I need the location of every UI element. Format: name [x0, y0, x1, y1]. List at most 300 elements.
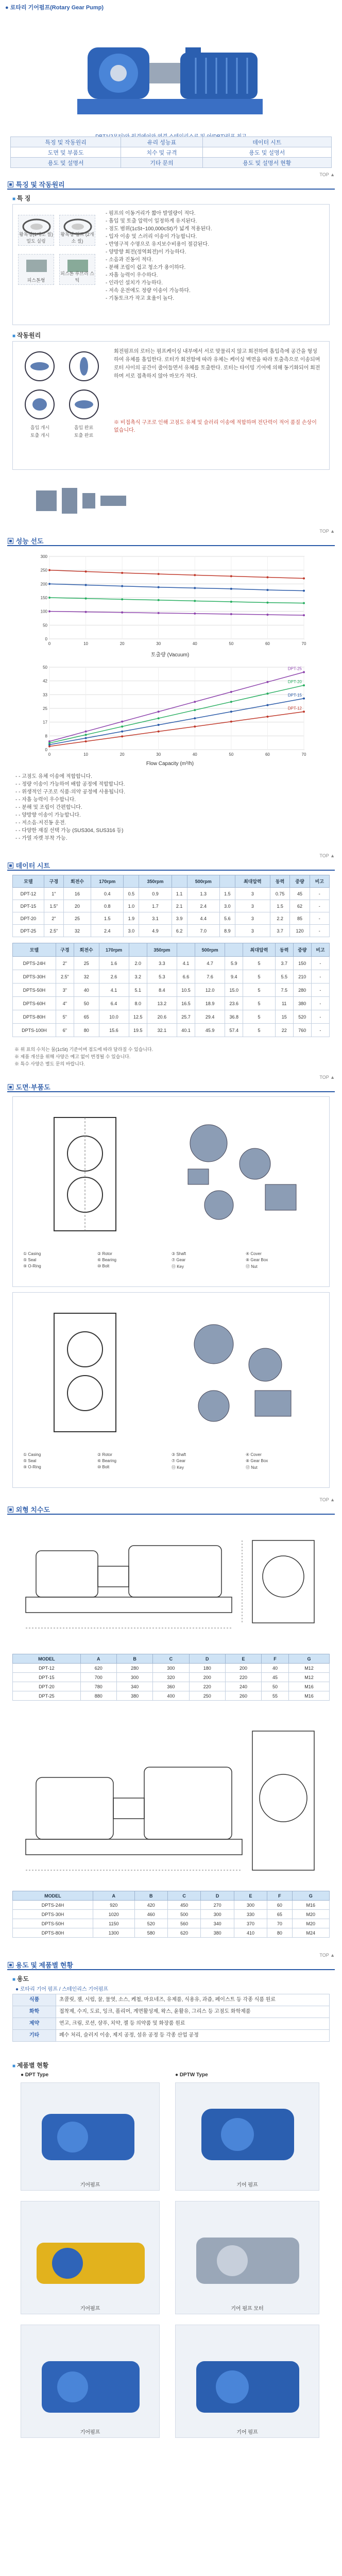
stage-label: 흡입 완료	[74, 425, 94, 430]
nav-link[interactable]: 용도 및 설명서	[202, 147, 331, 158]
footnote: ※ 제품 개선을 위해 사양은 예고 없이 변경될 수 있습니다.	[14, 1054, 131, 1059]
table-cell: 4.1	[177, 957, 195, 970]
table-cell: 760	[293, 1024, 311, 1037]
table-cell: 1.0	[124, 900, 139, 912]
table-cell: 7.6	[195, 970, 225, 984]
table-cell: 45	[262, 1673, 289, 1682]
table-cell: DPTS-60H	[13, 997, 56, 1010]
feature-item: - 분해 조립이 쉽고 청소가 용이하다.	[106, 264, 322, 272]
table-cell: 1.5"	[44, 900, 63, 912]
divider	[7, 870, 335, 871]
datasheet-table-2	[12, 943, 330, 1037]
table-cell: -	[311, 997, 329, 1010]
feature-item: - 자흡 능력이 우수하다.	[106, 272, 322, 279]
table-cell: 0.9	[139, 888, 172, 900]
y-tick-label: 200	[40, 582, 47, 587]
spec-note: - - 양방향 이송이 가능합니다.	[15, 811, 324, 819]
section-title-datasheet: ▣ 데이터 시트	[7, 862, 50, 870]
usage-label: ■ 용도	[12, 1974, 29, 1983]
legend-item: ① Casing	[23, 1251, 41, 1256]
feature-item: - 인라인 설치가 가능하다.	[106, 279, 322, 287]
legend-item: ⑩ Bolt	[97, 1465, 110, 1469]
divider	[7, 545, 335, 546]
table-row	[13, 970, 330, 984]
table-cell: 5	[243, 970, 275, 984]
table-cell: 450	[167, 1901, 200, 1910]
table-header: 500rpm	[187, 875, 219, 888]
data-point	[85, 734, 87, 736]
table-header: E	[234, 1891, 267, 1901]
features-box	[12, 204, 330, 325]
table-cell: 25	[63, 912, 91, 925]
table-cell: 8.9	[219, 925, 235, 937]
table-cell: 620	[80, 1664, 116, 1673]
table-cell: 5.6	[219, 912, 235, 925]
table-cell: 22	[275, 1024, 293, 1037]
table-cell: 5"	[56, 1010, 74, 1024]
table-cell: 6.2	[172, 925, 187, 937]
table-cell: 1.1	[172, 888, 187, 900]
stage-label: 토출 개시	[30, 433, 50, 438]
table-cell: 65	[267, 1910, 292, 1919]
table-cell: DPTS-50H	[13, 984, 56, 997]
legend-item: ⑨ O-Ring	[23, 1264, 41, 1268]
legend-item: ⑧ Gear Box	[246, 1258, 268, 1262]
table-row	[13, 900, 330, 912]
table-cell: 15	[275, 1010, 293, 1024]
table-row	[13, 925, 330, 937]
table-cell: 5	[243, 997, 275, 1010]
series-label: DPT-20	[287, 680, 302, 685]
data-point	[158, 731, 160, 733]
table-cell: 50	[262, 1682, 289, 1691]
table-cell: 50	[74, 997, 99, 1010]
table-cell: 32.1	[147, 1024, 177, 1037]
table-cell: 400	[153, 1691, 189, 1701]
section-nav	[10, 137, 332, 168]
x-tick-label: 30	[156, 641, 161, 646]
table-cell: 620	[167, 1928, 200, 1938]
data-point	[303, 710, 305, 713]
legend-item: ② Rotor	[97, 1251, 112, 1256]
feature-item: - 흡입 및 토출 압력이 일정하게 유지된다.	[106, 217, 322, 225]
table-cell: DPTS-30H	[13, 1910, 93, 1919]
table-cell: DPT-20	[13, 1682, 81, 1691]
nav-link[interactable]: 용도 및 설명서 현황	[202, 158, 331, 168]
table-cell: DPT-15	[13, 1673, 81, 1682]
feature-item: - 펌프의 이동거리가 짧아 발열량이 적다.	[106, 210, 322, 217]
table-row	[13, 1901, 330, 1910]
x-tick-label: 50	[229, 641, 234, 646]
exploded-view-icon	[31, 475, 134, 521]
divider	[7, 1969, 335, 1970]
table-cell: 0.8	[91, 900, 124, 912]
table-cell: 2.1	[172, 900, 187, 912]
top-link[interactable]: TOP ▲	[319, 172, 335, 177]
table-cell: 9.4	[225, 970, 243, 984]
datasheet-footnotes	[14, 1046, 153, 1067]
data-point	[194, 701, 196, 703]
photo-label: 기어 펌프	[236, 2430, 258, 2435]
table-cell: 1.9	[124, 912, 139, 925]
feature-item: - 반영구적 수명으로 유지보수비용이 절감된다.	[106, 241, 322, 248]
divider	[7, 1514, 335, 1515]
table-cell: 300	[234, 1901, 267, 1910]
table-cell: DPTS-24H	[13, 957, 56, 970]
usage-value: 접착제, 수지, 도료, 잉크, 폴리머, 계면활성제, 왁스, 윤활유, 그리스 등 고점도 화학제품	[56, 2006, 330, 2018]
operation-label: ■ 작동원리	[12, 331, 41, 340]
table-cell: 45.9	[195, 1024, 225, 1037]
section-title-performance: ▣ 성능 선도	[7, 537, 44, 545]
table-cell: 1020	[93, 1910, 135, 1919]
table-header: E	[225, 1654, 261, 1664]
table-cell: 380	[293, 997, 311, 1010]
figure-label: 피스톤형	[27, 278, 45, 283]
table-cell: 120	[290, 925, 310, 937]
table-cell: 5.3	[147, 970, 177, 984]
table-cell: 200	[189, 1673, 225, 1682]
table-cell: 40.1	[177, 1024, 195, 1037]
table-cell: 3	[235, 900, 270, 912]
table-cell: 1"	[44, 888, 63, 900]
nav-link[interactable]: 치수 및 규격	[121, 147, 202, 158]
table-cell: 85	[290, 912, 310, 925]
section-title-parts: ▣ 도면·부품도	[7, 1083, 50, 1091]
table-cell: 150	[293, 957, 311, 970]
table-cell: 260	[225, 1691, 261, 1701]
y-tick-label: 0	[45, 748, 47, 752]
data-point	[230, 710, 232, 713]
x-tick-label: 30	[156, 752, 161, 757]
table-cell: 330	[234, 1910, 267, 1919]
table-cell: 520	[293, 1010, 311, 1024]
table-row	[13, 997, 330, 1010]
data-point	[85, 570, 87, 572]
data-point	[121, 612, 123, 614]
data-point	[266, 602, 268, 604]
usage-table	[12, 1994, 330, 2042]
series-label: DPT-12	[287, 706, 302, 711]
photo-label: 기어펌프	[80, 2306, 100, 2312]
table-header: 비고	[311, 943, 329, 957]
table-row	[13, 1673, 330, 1682]
table-cell: 80	[74, 1024, 99, 1037]
type-tag: ● DPTW Type	[175, 2072, 208, 2078]
data-point	[158, 724, 160, 726]
table-cell: 3	[235, 925, 270, 937]
dimension-table-1	[12, 1654, 330, 1701]
pump-icon	[21, 2325, 160, 2428]
legend-item: ⑪ Key	[172, 1264, 184, 1269]
nav-link[interactable]: 특징 및 작동원리	[11, 137, 121, 147]
nav-link[interactable]: 용도 및 설명서	[11, 158, 121, 168]
page-title: ● 로타리 기어펌프(Rotary Gear Pump)	[5, 5, 104, 11]
datasheet-table-1	[12, 875, 330, 937]
table-cell: 12.0	[195, 984, 225, 997]
table-cell: 3.7	[275, 957, 293, 970]
table-row	[13, 1682, 330, 1691]
data-point	[158, 710, 160, 713]
table-cell: 410	[234, 1928, 267, 1938]
data-point	[194, 574, 196, 576]
legend-item: ⑦ Gear	[172, 1459, 186, 1463]
top-link[interactable]: TOP ▲	[319, 529, 335, 534]
table-cell: 180	[189, 1664, 225, 1673]
pump-icon	[21, 2201, 160, 2304]
table-cell: 45	[290, 888, 310, 900]
table-cell: 5	[243, 1024, 275, 1037]
table-cell: 4.7	[195, 957, 225, 970]
table-header: B	[134, 1891, 167, 1901]
table-cell: 280	[293, 984, 311, 997]
usage-value: 초콜릿, 잼, 시럽, 꿀, 물엿, 소스, 케첩, 마요네즈, 유제품, 식용유, 과즙, 페이스트 등 각종 식품 원료	[56, 1994, 330, 2006]
table-cell: 23.6	[225, 997, 243, 1010]
dimension-drawing-icon	[15, 1710, 324, 1886]
table-cell: 200	[225, 1664, 261, 1673]
products-label: ■ 제품별 현황	[12, 2061, 48, 2070]
x-tick-label: 20	[119, 752, 125, 757]
table-cell: 5	[243, 984, 275, 997]
table-cell: 3.1	[139, 912, 172, 925]
table-cell: -	[310, 925, 329, 937]
chart2-xlabel: Flow Capacity (m³/h)	[146, 761, 194, 767]
data-point	[85, 737, 87, 739]
data-point	[85, 611, 87, 613]
operation-box	[12, 341, 330, 470]
section-title-dimensions: ▣ 외형 치수도	[7, 1506, 50, 1514]
table-cell: 60	[267, 1901, 292, 1910]
x-tick-label: 40	[192, 641, 197, 646]
table-header: 350rpm	[147, 943, 177, 957]
usage-value: 폐수 처리, 슬러지 이송, 제지 공정, 섬유 공정 등 각종 산업 공정	[56, 2030, 330, 2042]
table-cell: 280	[116, 1664, 152, 1673]
table-cell: 360	[153, 1682, 189, 1691]
table-row	[13, 957, 330, 970]
table-cell: 5.5	[275, 970, 293, 984]
data-point	[194, 600, 196, 602]
photo-label: 기어 펌프 모터	[231, 2306, 264, 2312]
photo-label: 기어펌프	[80, 2430, 100, 2435]
table-cell: 2.5"	[44, 925, 63, 937]
data-point	[303, 684, 305, 686]
top-link[interactable]: TOP ▲	[319, 853, 335, 858]
legend-item: ⑥ Bearing	[97, 1459, 116, 1463]
table-cell: 70	[267, 1919, 292, 1928]
table-cell: 5.9	[225, 957, 243, 970]
x-tick-label: 70	[301, 752, 306, 757]
table-cell: -	[311, 1010, 329, 1024]
pump-icon	[21, 2083, 160, 2181]
product-photo	[21, 2325, 160, 2438]
piston-figure	[59, 254, 95, 285]
data-point	[158, 612, 160, 614]
table-cell: 880	[80, 1691, 116, 1701]
nav-link[interactable]: 도면 및 부품도	[11, 147, 121, 158]
table-cell: -	[310, 912, 329, 925]
table-cell: 10.0	[99, 1010, 129, 1024]
section-drawing-icon	[33, 1303, 136, 1442]
table-row	[13, 1928, 330, 1938]
performance-chart-1	[31, 551, 309, 649]
data-point	[194, 717, 196, 719]
data-point	[303, 671, 305, 673]
table-cell: 3	[235, 888, 270, 900]
data-point	[230, 588, 232, 590]
table-cell: 2.4	[187, 900, 219, 912]
table-cell: 2"	[56, 957, 74, 970]
top-link[interactable]: TOP ▲	[319, 1497, 335, 1502]
data-point	[230, 601, 232, 603]
table-cell: -	[311, 984, 329, 997]
figure-label: 피스톤 루브리 스틱	[60, 271, 94, 283]
y-tick-label: 25	[43, 706, 47, 711]
section-drawing-icon	[33, 1107, 136, 1241]
nav-link[interactable]: 데이터 시트	[202, 137, 331, 147]
stage-labels	[18, 424, 106, 438]
table-header: 회전수	[63, 875, 91, 888]
top-link[interactable]: TOP ▲	[319, 1953, 335, 1958]
table-cell: 62	[290, 900, 310, 912]
pump-icon	[176, 2325, 320, 2428]
table-header	[177, 943, 195, 957]
table-cell: DPTS-80H	[13, 1928, 93, 1938]
product-photo	[175, 2082, 319, 2191]
table-cell: 250	[189, 1691, 225, 1701]
legend-item: ① Casing	[23, 1452, 41, 1457]
legend-item: ④ Cover	[246, 1452, 262, 1457]
table-cell: M20	[292, 1910, 329, 1919]
table-cell: 340	[116, 1682, 152, 1691]
y-tick-label: 8	[45, 734, 47, 739]
feature-item: - 기동토크가 작고 효율이 높다.	[106, 295, 322, 302]
table-cell: 2.6	[99, 970, 129, 984]
x-tick-label: 40	[192, 752, 197, 757]
data-point	[121, 725, 123, 727]
data-point	[266, 716, 268, 718]
piston-figure	[18, 254, 54, 285]
table-header: 비고	[310, 875, 329, 888]
table-cell: 57.4	[225, 1024, 243, 1037]
legend-item: ⑧ Gear Box	[246, 1459, 268, 1463]
table-cell: DPTS-24H	[13, 1901, 93, 1910]
table-cell: 1.5	[91, 912, 124, 925]
table-cell: 3.3	[147, 957, 177, 970]
legend-item: ⑤ Seal	[23, 1459, 37, 1463]
spec-note: - - 위생적인 구조로 식품·의약 공정에 사용됩니다.	[15, 788, 324, 796]
data-point	[85, 740, 87, 742]
feature-item: - 점도 범위(1cSt~100,000cSt)가 넓게 적용된다.	[106, 225, 322, 233]
data-point	[48, 740, 50, 742]
nav-link[interactable]: 기타 문의	[121, 158, 202, 168]
table-cell: 300	[201, 1910, 234, 1919]
table-cell: 1.5	[270, 900, 290, 912]
table-cell: 19.5	[129, 1024, 147, 1037]
data-point	[121, 731, 123, 733]
top-link[interactable]: TOP ▲	[319, 1075, 335, 1080]
table-cell: DPTS-50H	[13, 1919, 93, 1928]
table-cell: 3.2	[129, 970, 147, 984]
table-cell: 700	[80, 1673, 116, 1682]
table-cell: 3	[235, 912, 270, 925]
spec-note: - - 다양한 재질 선택 가능 (SUS304, SUS316 등)	[15, 827, 324, 835]
table-header: 중량	[293, 943, 311, 957]
performance-chart-2	[31, 662, 309, 760]
table-header: 170rpm	[99, 943, 129, 957]
table-cell: 300	[116, 1673, 152, 1682]
table-cell: 32	[74, 970, 99, 984]
data-point	[266, 692, 268, 694]
dimension-table-2	[12, 1891, 330, 1938]
table-row	[13, 1919, 330, 1928]
data-point	[266, 704, 268, 706]
table-header: 중량	[290, 875, 310, 888]
feature-item: - 양방향 회전(정역회전)이 가능하다.	[106, 248, 322, 256]
legend-item: ⑤ Seal	[23, 1258, 37, 1262]
usage-key: 화학	[13, 2006, 56, 2018]
footnote: ※ 특수 사양은 별도 문의 바랍니다.	[14, 1061, 86, 1066]
table-cell: 15.6	[99, 1024, 129, 1037]
x-tick-label: 60	[265, 641, 270, 646]
data-point	[85, 584, 87, 586]
table-cell: 240	[225, 1682, 261, 1691]
data-point	[48, 611, 50, 613]
table-header: MODEL	[13, 1654, 81, 1664]
table-row	[13, 912, 330, 925]
table-cell: 220	[189, 1682, 225, 1691]
spec-note: - - 자흡 능력이 우수합니다.	[15, 796, 324, 804]
data-point	[230, 721, 232, 723]
figure-label: 왕복형 펌프 (2개소 씰)	[60, 232, 94, 244]
table-cell: 6.6	[177, 970, 195, 984]
table-cell: 3.9	[172, 912, 187, 925]
table-row	[13, 1910, 330, 1919]
table-cell: 500	[167, 1910, 200, 1919]
table-cell: 12.5	[129, 1010, 147, 1024]
seal-figure	[59, 215, 95, 246]
table-cell: 25.7	[177, 1010, 195, 1024]
usage-intro: ● 로타리 기어 펌프 / 스테인리스 기어펌프	[15, 1987, 109, 1992]
table-cell: DPT-20	[13, 912, 44, 925]
table-header: D	[201, 1891, 234, 1901]
usage-key: 식품	[13, 1994, 56, 2006]
table-cell: -	[311, 1024, 329, 1037]
table-cell: 32	[63, 925, 91, 937]
product-photo	[175, 2201, 319, 2314]
x-tick-label: 20	[119, 641, 125, 646]
series-label: DPT-15	[287, 692, 302, 698]
legend-item: ③ Shaft	[172, 1452, 186, 1457]
legend-item: ② Rotor	[97, 1452, 112, 1457]
table-header: 모델	[13, 875, 44, 888]
table-cell: 11	[275, 997, 293, 1010]
table-header	[129, 943, 147, 957]
parts-box-2	[12, 1292, 330, 1488]
table-cell: 3"	[56, 984, 74, 997]
table-cell: 460	[134, 1910, 167, 1919]
x-tick-label: 0	[48, 752, 51, 757]
table-cell: M24	[292, 1928, 329, 1938]
table-cell: 55	[262, 1691, 289, 1701]
feature-item: - 저속 운전에도 정량 이송이 가능하다.	[106, 287, 322, 295]
table-cell: 4.9	[139, 925, 172, 937]
table-cell: 1.5	[219, 888, 235, 900]
table-cell: 16	[63, 888, 91, 900]
nav-link[interactable]: 유리 성능표	[121, 137, 202, 147]
table-header: A	[80, 1654, 116, 1664]
data-point	[230, 701, 232, 703]
table-cell: 2.2	[270, 912, 290, 925]
x-tick-label: 0	[48, 641, 51, 646]
